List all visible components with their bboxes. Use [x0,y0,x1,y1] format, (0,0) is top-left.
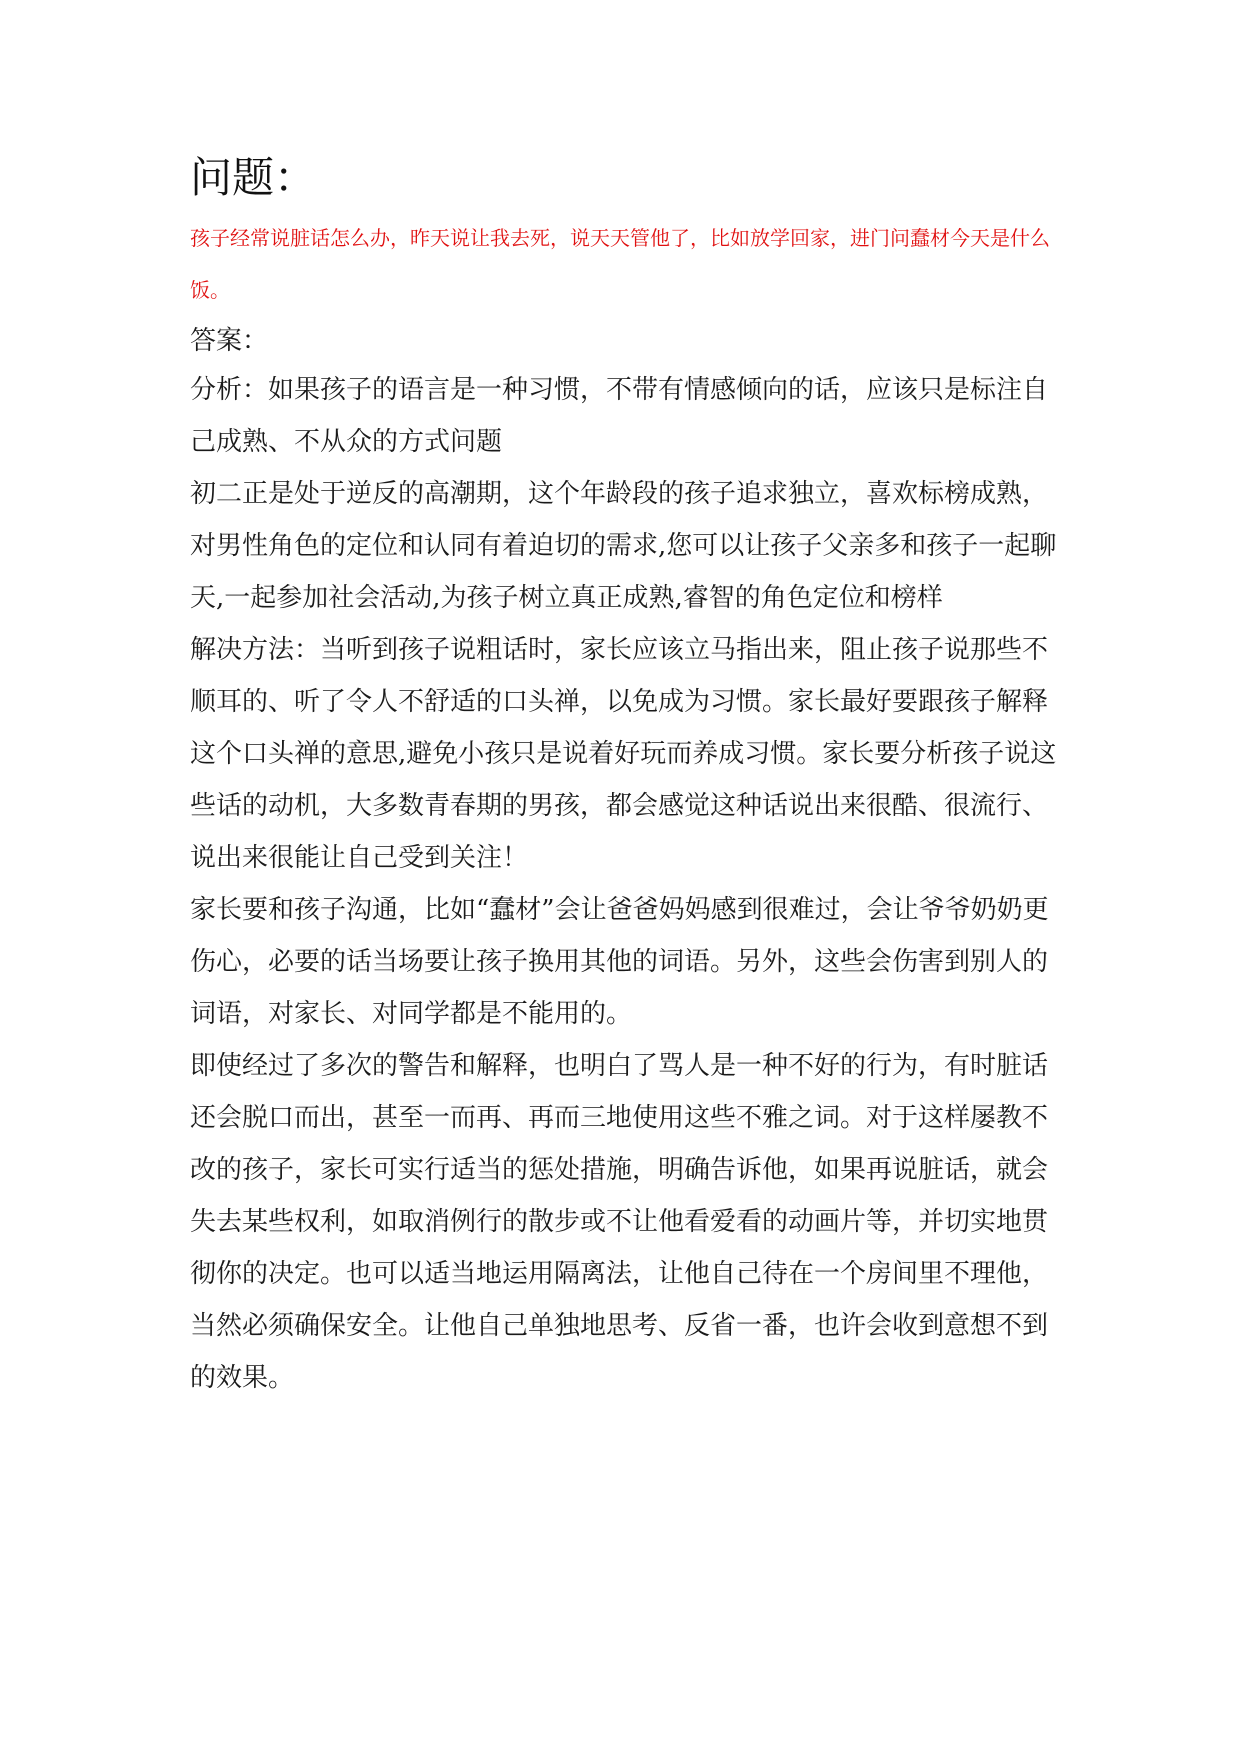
question-text: 孩子经常说脏话怎么办，昨天说让我去死，说天天管他了，比如放学回家，进门问蠢材今天是什么饭。 [190,226,1050,302]
solution-paragraph: 解决方法：当听到孩子说粗话时，家长应该立马指出来，阻止孩子说那些不顺耳的、听了令人不舒适的口头禅，以免成为习惯。家长最好要跟孩子解释这个口头禅的意思,避免小孩只是说着好玩而养成习惯。家长要分析孩子说这些话的动机，大多数青春期的男孩，都会感觉这种话说出来很酷、很流行、说出来很能让自己受到关注！ [190,635,1057,873]
adolescence-paragraph: 初二正是处于逆反的高潮期，这个年龄段的孩子追求独立，喜欢标榜成熟，对男性角色的定位和认同有着迫切的需求,您可以让孩子父亲多和孩子一起聊天,一起参加社会活动,为孩子树立真正成熟,睿智的角色定位和榜样 [190,479,1057,613]
question-heading: 问题： [190,153,317,202]
communication-paragraph: 家长要和孩子沟通，比如“蠢材”会让爸爸妈妈感到很难过，会让爷爷奶奶更伤心，必要的话当场要让孩子换用其他的词语。另外，这些会伤害到别人的词语，对家长、对同学都是不能用的。 [190,895,1049,1029]
answer-heading: 答案： [190,326,269,356]
analysis-paragraph: 分析：如果孩子的语言是一种习惯，不带有情感倾向的话，应该只是标注自己成熟、不从众的方式问题 [190,375,1049,457]
discipline-paragraph: 即使经过了多次的警告和解释，也明白了骂人是一种不好的行为，有时脏话还会脱口而出，甚至一而再、再而三地使用这些不雅之词。对于这样屡教不改的孩子，家长可实行适当的惩处措施，明确告诉他，如果再说脏话，就会失去某些权利，如取消例行的散步或不让他看爱看的动画片等，并切实地贯彻你的决定。也可以适当地运用隔离法，让他自己待在一个房间里不理他，当然必须确保安全。让他自己单独地思考、反省一番，也许会收到意想不到的效果。 [190,1051,1049,1393]
document-content [190,150,1070,1404]
